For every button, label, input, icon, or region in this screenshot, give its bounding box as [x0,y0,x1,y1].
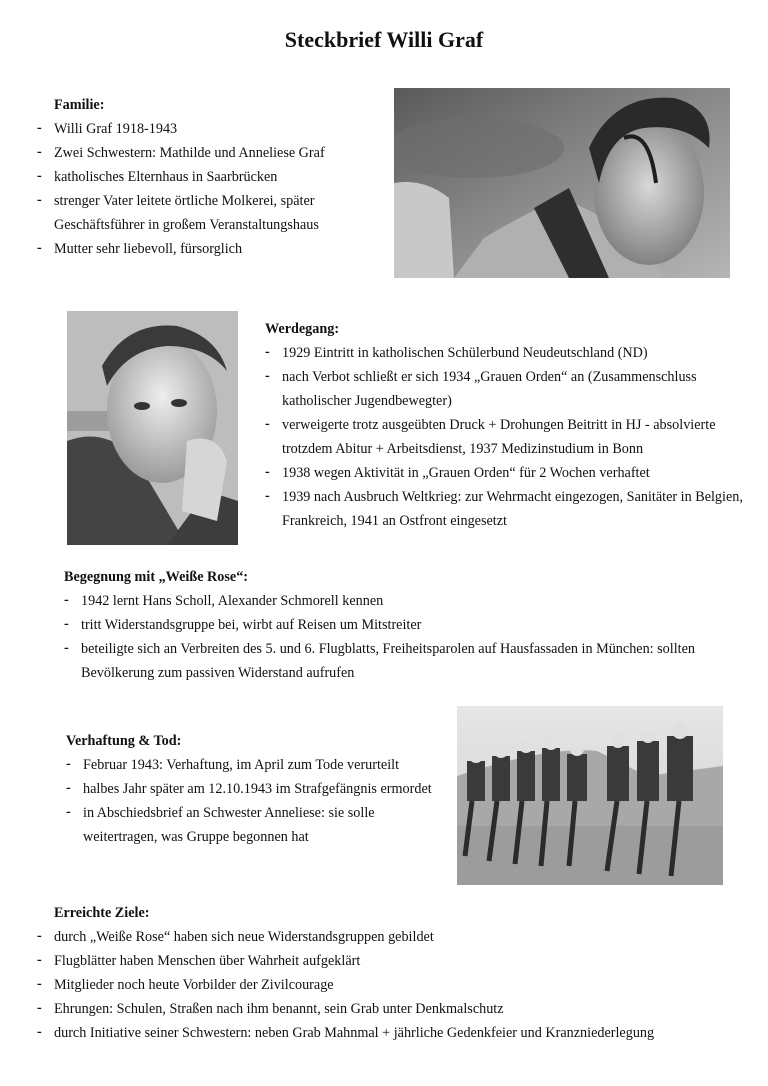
list-item: - tritt Widerstandsgruppe bei, wirbt auf Reisen um Mitstreiter [64,613,754,637]
list-item: - Zwei Schwestern: Mathilde und Anneliese Graf [37,141,392,165]
bullet-list [37,117,392,261]
list-item: - in Abschiedsbrief an Schwester Anneliese: sie solle weitertragen, was Gruppe begonnen hat [66,801,446,849]
list-item: - durch Initiative seiner Schwestern: neben Grab Mahnmal + jährliche Gedenkfeier und Kranzniederlegung [37,1021,767,1045]
section-werdegang [265,317,765,533]
section-verhaftung [66,729,446,849]
list-item: - beteiligte sich an Verbreiten des 5. und 6. Flugblatts, Freiheitsparolen auf Hausfassaden in München: sollten Bevölkerung zum passiven Widerstand aufrufen [64,637,754,685]
photo-group [457,706,723,885]
list-item: - Mutter sehr liebevoll, fürsorglich [37,237,392,261]
photo-portrait-hand [67,311,238,545]
section-heading: Familie: [54,97,105,113]
list-item: - Willi Graf 1918-1943 [37,117,392,141]
bullet-list [265,341,765,533]
section-heading: Erreichte Ziele: [54,905,150,921]
bullet-list [64,589,754,685]
list-item: - Flugblätter haben Menschen über Wahrheit aufgeklärt [37,949,767,973]
list-item: - 1942 lernt Hans Scholl, Alexander Schmorell kennen [64,589,754,613]
section-familie [37,93,392,261]
list-item: - 1939 nach Ausbruch Weltkrieg: zur Wehrmacht eingezogen, Sanitäter in Belgien, Frankreich, 1941 an Ostfront eingesetzt [265,485,765,533]
bullet-list [37,925,767,1045]
list-item: - 1929 Eintritt in katholischen Schülerbund Neudeutschland (ND) [265,341,765,365]
list-item: - Ehrungen: Schulen, Straßen nach ihm benannt, sein Grab unter Denkmalschutz [37,997,767,1021]
list-item: - 1938 wegen Aktivität in „Grauen Orden“ für 2 Wochen verhaftet [265,461,765,485]
page-title: Steckbrief Willi Graf [284,27,484,52]
list-item: - Mitglieder noch heute Vorbilder der Zivilcourage [37,973,767,997]
list-item: - halbes Jahr später am 12.10.1943 im Strafgefängnis ermordet [66,777,446,801]
list-item: - nach Verbot schließt er sich 1934 „Grauen Orden“ an (Zusammenschluss katholischer Jugendbewegter) [265,365,765,413]
list-item: - durch „Weiße Rose“ haben sich neue Widerstandsgruppen gebildet [37,925,767,949]
bullet-list [66,753,446,849]
list-item: - strenger Vater leitete örtliche Molkerei, später Geschäftsführer in großem Veranstaltungshaus [37,189,392,237]
section-heading: Werdegang: [265,321,340,337]
list-item: - katholisches Elternhaus in Saarbrücken [37,165,392,189]
list-item: - verweigerte trotz ausgeübten Druck + Drohungen Beitritt in HJ - absolvierte trotzdem Abitur + Arbeitsdienst, 1937 Medizinstudium in Bonn [265,413,765,461]
section-heading: Verhaftung & Tod: [66,733,182,749]
section-heading: Begegnung mit „Weiße Rose“: [64,569,249,585]
list-item: - Februar 1943: Verhaftung, im April zum Tode verurteilt [66,753,446,777]
photo-portrait-profile [394,88,730,278]
section-ziele [37,901,767,1045]
section-begegnung [64,565,754,685]
